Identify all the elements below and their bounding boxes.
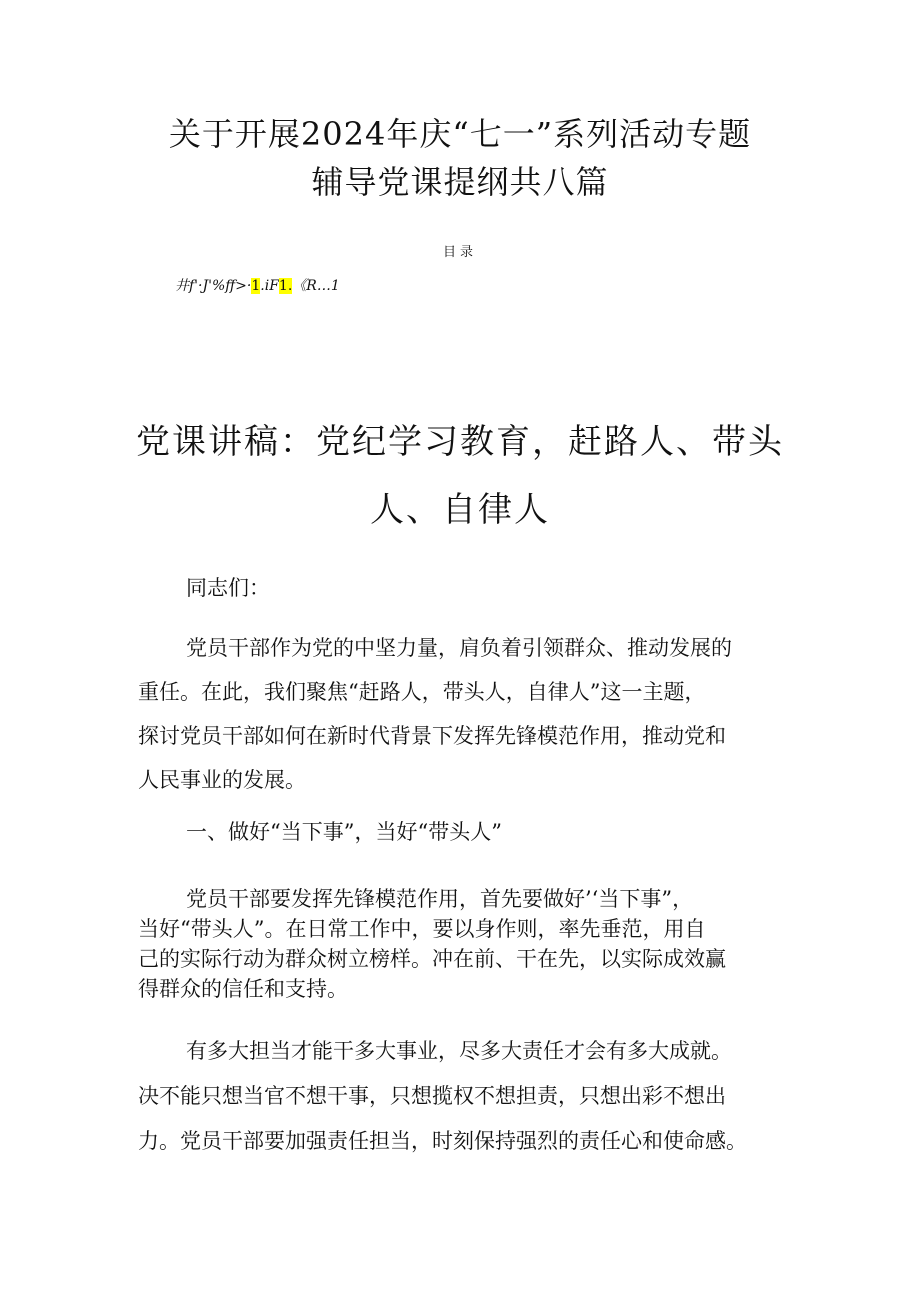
intro-line: 党员干部作为党的中坚力量，肩负着引领群众、推动发展的 (186, 636, 732, 660)
paragraph-line: 党员干部要发挥先锋模范作用，首先要做好’‘当下事”， (186, 887, 694, 911)
lecture-title-line-2: 人、自律人 (370, 490, 550, 530)
greeting-text: 同志们： (186, 576, 270, 600)
intro-line: 重任。在此，我们聚焦“赶路人，带头人，自律人”这一主题， (138, 680, 706, 704)
toc-entry-prefix: 井f'·J'%ff>· (175, 278, 252, 294)
document-title-line-1: 关于开展2024年庆“七一”系列活动专题 (168, 115, 752, 153)
toc-entry[interactable] (175, 275, 340, 295)
paragraph-line: 得群众的信任和支持。 (138, 977, 348, 1001)
paragraph-2 (138, 884, 788, 1004)
intro-line: 探讨党员干部如何在新时代背景下发挥先锋模范作用，推动党和 (138, 724, 726, 748)
paragraph-line: 当好“带头人”。在日常工作中，要以身作则，率先垂范，用自 (138, 917, 706, 941)
toc-heading: 目录 (442, 245, 477, 260)
greeting (138, 578, 788, 608)
document-title-line-2: 辅导党课提纲共八篇 (311, 163, 609, 201)
paragraph-line: 己的实际行动为群众树立榜样。冲在前、干在先，以实际成效赢 (138, 947, 726, 971)
paragraph-line: 决不能只想当官不想干事，只想揽权不想担责，只想出彩不想出 (138, 1084, 726, 1108)
paragraph-3 (138, 1036, 788, 1171)
section-1-heading (138, 822, 788, 852)
intro-paragraph (138, 633, 788, 809)
intro-line: 人民事业的发展。 (138, 768, 306, 792)
toc-entry-highlight-2: 1. (278, 278, 293, 294)
toc-entry-mid: .iF (260, 278, 279, 294)
section-heading-text: 一、做好“当下事”，当好“带头人” (186, 820, 502, 844)
toc-entry-suffix: 《R…1 (292, 278, 340, 294)
toc-entry-highlight-1: 1 (251, 278, 261, 294)
lecture-title-line-1: 党课讲稿：党纪学习教育，赶路人、带头 (136, 422, 784, 462)
paragraph-line: 力。党员干部要加强责任担当，时刻保持强烈的责任心和使命感。 (138, 1129, 747, 1153)
paragraph-line: 有多大担当才能干多大事业，尽多大责任才会有多大成就。 (186, 1039, 732, 1063)
